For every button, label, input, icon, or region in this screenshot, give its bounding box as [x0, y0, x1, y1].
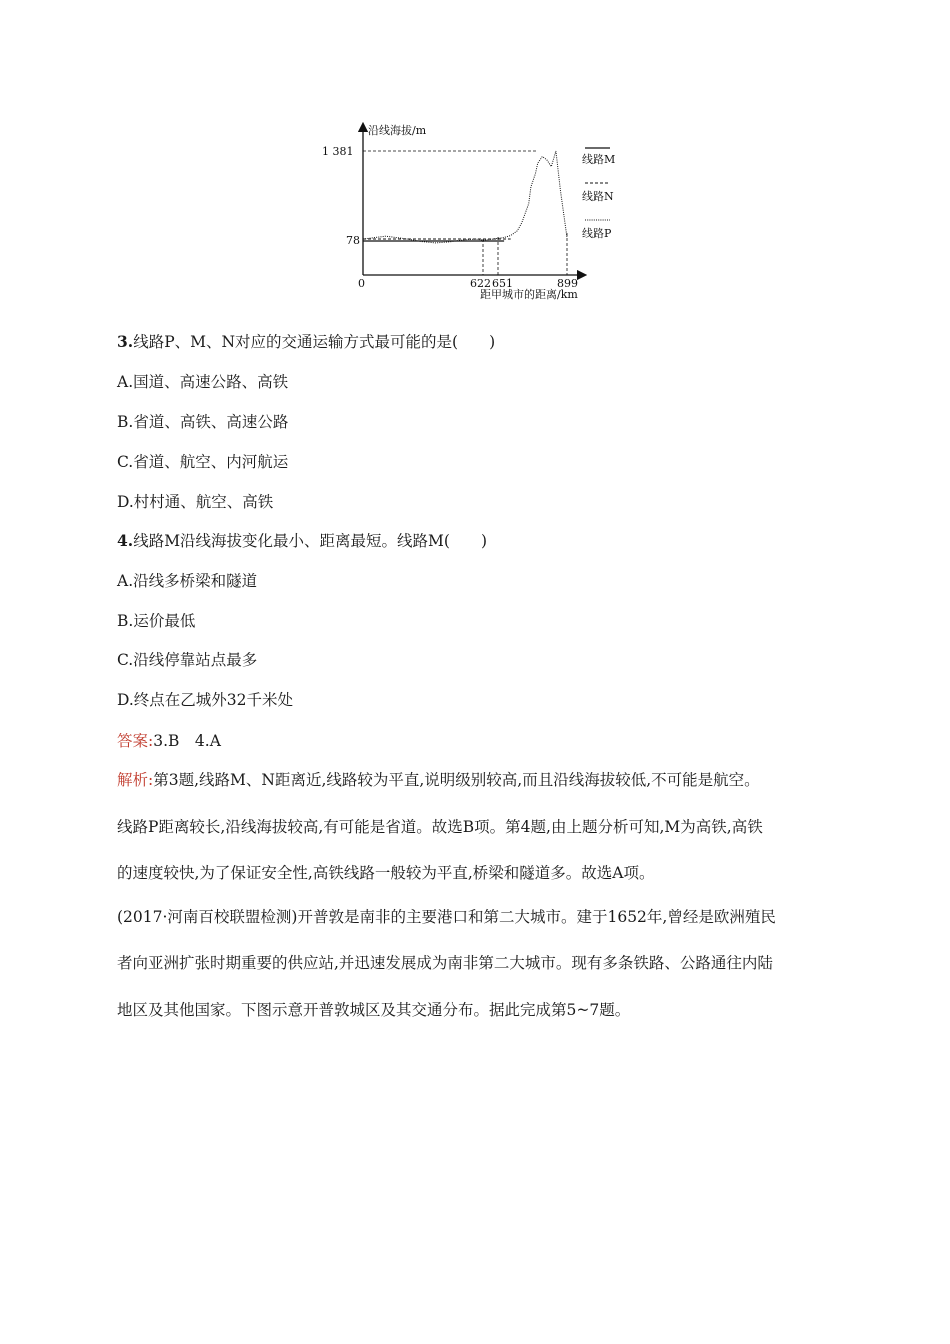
answer-text: 3.B 4.A [153, 732, 221, 750]
question-4-stem [117, 531, 487, 551]
legend-label-P: 线路P [582, 227, 612, 240]
passage-line-3: 地区及其他国家。下图示意开普敦城区及其交通分布。据此完成第5~7题。 [117, 1001, 631, 1019]
q3-option-c: C.省道、航空、内河航运 [117, 453, 289, 471]
x-tick-651: 651 [492, 277, 513, 290]
y-tick-78: 78 [346, 234, 360, 247]
answer-line [117, 731, 221, 751]
q3-option-a: A.国道、高速公路、高铁 [117, 373, 289, 391]
x-axis-label: 距甲城市的距离/km [480, 288, 578, 301]
q3-option-d: D.村村通、航空、高铁 [117, 493, 274, 511]
series-line-P [363, 151, 567, 243]
analysis-line-2: 线路P距离较长,沿线海拔较高,有可能是省道。故选B项。第4题,由上题分析可知,M为高铁,高铁 [117, 818, 763, 836]
q4-option-a: A.沿线多桥梁和隧道 [117, 572, 258, 590]
q4-option-b: B.运价最低 [117, 612, 196, 630]
legend-label-N: 线路N [582, 190, 614, 203]
passage-line-2: 者向亚洲扩张时期重要的供应站,并迅速发展成为南非第二大城市。现有多条铁路、公路通往内陆 [117, 954, 773, 972]
question-3-number: 3. [117, 332, 134, 351]
answer-label: 答案: [117, 732, 154, 750]
y-tick-1381: 1 381 [322, 145, 354, 158]
q3-option-b: B.省道、高铁、高速公路 [117, 413, 289, 431]
passage-line-1: (2017·河南百校联盟检测)开普敦是南非的主要港口和第二大城市。建于1652年,曾经是欧洲殖民 [117, 908, 776, 926]
question-4-text: 线路M沿线海拔变化最小、距离最短。线路M( ) [133, 532, 488, 550]
elevation-profile-chart [320, 115, 640, 310]
x-tick-899: 899 [557, 277, 578, 290]
q4-option-d: D.终点在乙城外32千米处 [117, 691, 294, 709]
legend-label-M: 线路M [582, 153, 616, 166]
x-tick-622: 622 [470, 277, 491, 290]
analysis-line-1 [117, 770, 760, 790]
analysis-line-3: 的速度较快,为了保证安全性,高铁线路一般较为平直,桥梁和隧道多。故选A项。 [117, 864, 655, 882]
y-axis-label: 沿线海拔/m [368, 124, 427, 137]
q4-option-c: C.沿线停靠站点最多 [117, 651, 258, 669]
question-3-text: 线路P、M、N对应的交通运输方式最可能的是( ) [133, 333, 496, 351]
analysis-label: 解析: [117, 771, 154, 789]
analysis-text-1: 第3题,线路M、N距离近,线路较为平直,说明级别较高,而且沿线海拔较低,不可能是航空。 [153, 771, 760, 789]
question-3-stem [117, 332, 495, 352]
x-tick-0: 0 [358, 277, 365, 290]
question-4-number: 4. [117, 531, 134, 550]
